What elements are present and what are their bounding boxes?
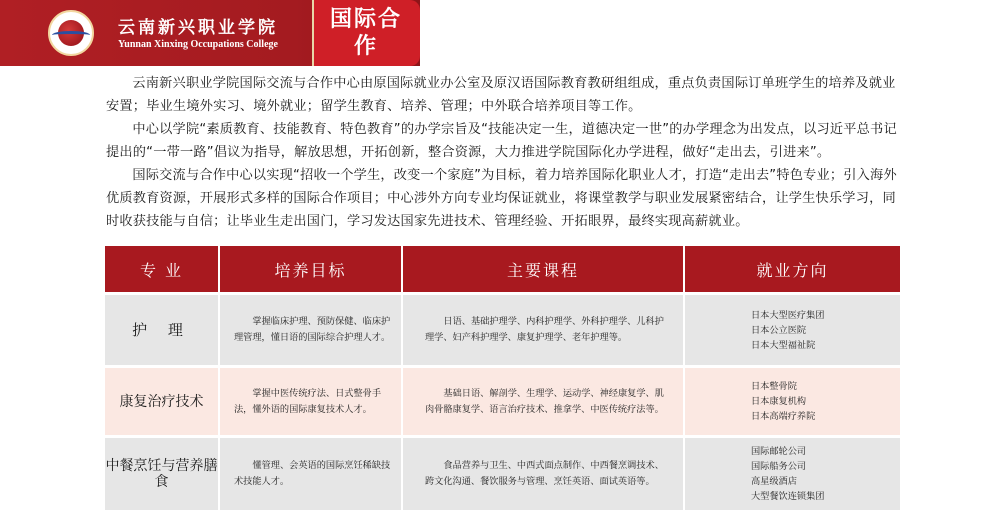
career-cell — [685, 368, 900, 435]
career-list — [751, 379, 815, 424]
career-list — [751, 444, 825, 504]
courses-text: 食品营养与卫生、中西式面点制作、中西餐烹调技术、跨文化沟通、餐饮服务与管理、烹饪英语、面试英语等。 — [425, 460, 664, 487]
career-item: 日本公立医院 — [751, 324, 807, 336]
courses-cell — [403, 438, 685, 510]
career-item: 国际邮轮公司 — [751, 446, 807, 457]
major-cell: 康复治疗技术 — [105, 368, 220, 435]
career-item: 日本大型福祉院 — [751, 339, 816, 351]
major-cell: 护 理 — [105, 295, 220, 365]
intro-paragraph: 云南新兴职业学院国际交流与合作中心由原国际就业办公室及原汉语国际教育教研组组成，重点负责国际订单班学生的培养及就业安置；毕业生境外实习、境外就业；留学生教育、培养、管理；中外联合培养项目等工作。 — [106, 76, 896, 114]
courses-cell — [403, 368, 685, 435]
intro-paragraph: 中心以学院“素质教育、技能教育、特色教育”的办学宗旨及“技能决定一生，道德决定一世”的办学理念为出发点，以习近平总书记提出的“一带一路”倡议为指导，解放思想，开拓创新，整合资源，大力推进学院国际化办学进程，做好“走出去，引进来”。 — [106, 122, 897, 160]
table-row — [105, 365, 900, 435]
header-goal: 培养目标 — [220, 246, 403, 292]
career-list — [751, 308, 825, 353]
career-cell — [685, 295, 900, 365]
career-item: 高星级酒店 — [751, 476, 797, 487]
header-major: 专 业 — [105, 246, 220, 292]
table-header — [105, 246, 900, 292]
courses-text: 日语、基础护理学、内科护理学、外科护理学、儿科护理学、妇产科护理学、康复护理学、老年护理等。 — [425, 316, 664, 343]
emblem-swoosh — [52, 31, 90, 39]
career-item: 日本康复机构 — [751, 396, 807, 407]
goal-text: 懂管理、会英语的国际烹饪稀缺技术技能人才。 — [234, 460, 391, 487]
career-item: 大型餐饮连锁集团 — [751, 491, 825, 502]
table-row — [105, 292, 900, 365]
programs-table — [105, 246, 900, 510]
header-career: 就业方向 — [685, 246, 900, 292]
career-item: 日本高端疗养院 — [751, 411, 816, 422]
major-cell: 中餐烹饪与营养膳食 — [105, 438, 220, 510]
table-row — [105, 435, 900, 510]
page-header — [0, 0, 984, 66]
goal-cell — [220, 368, 403, 435]
courses-cell — [403, 295, 685, 365]
section-title: 国际合作 — [330, 7, 403, 59]
goal-text: 掌握临床护理、预防保健、临床护理管理，懂日语的国际综合护理人才。 — [234, 316, 391, 343]
career-item: 日本整骨院 — [751, 381, 797, 392]
goal-cell — [220, 438, 403, 510]
career-item: 国际船务公司 — [751, 461, 807, 472]
college-emblem-icon — [48, 10, 94, 56]
career-item: 日本大型医疗集团 — [751, 309, 825, 321]
goal-text: 掌握中医传统疗法、日式整骨手法，懂外语的国际康复技术人才。 — [234, 387, 382, 415]
career-cell — [685, 438, 900, 510]
intro-paragraph: 国际交流与合作中心以实现“招收一个学生，改变一个家庭”为目标，着力培养国际化职业人才，打造“走出去”特色专业；引入海外优质教育资源，开展形式多样的国际合作项目；中心涉外方向专业均保证就业，将课堂教学与职业发展紧密结合，让学生快乐学习，同时收获技能与自信；让毕业生走出国门，学习发达国家先进技术、管理经验、开拓眼界，最终实现高薪就业。 — [106, 168, 897, 229]
intro-text — [106, 72, 906, 233]
header-courses: 主要课程 — [403, 246, 685, 292]
goal-cell — [220, 295, 403, 365]
college-name-en: Yunnan Xinxing Occupations College — [118, 39, 278, 50]
courses-text: 基础日语、解剖学、生理学、运动学、神经康复学、肌肉骨骼康复学、语言治疗技术、推拿学、中医传统疗法等。 — [425, 387, 664, 415]
college-name-cn: 云南新兴职业学院 — [118, 18, 278, 38]
